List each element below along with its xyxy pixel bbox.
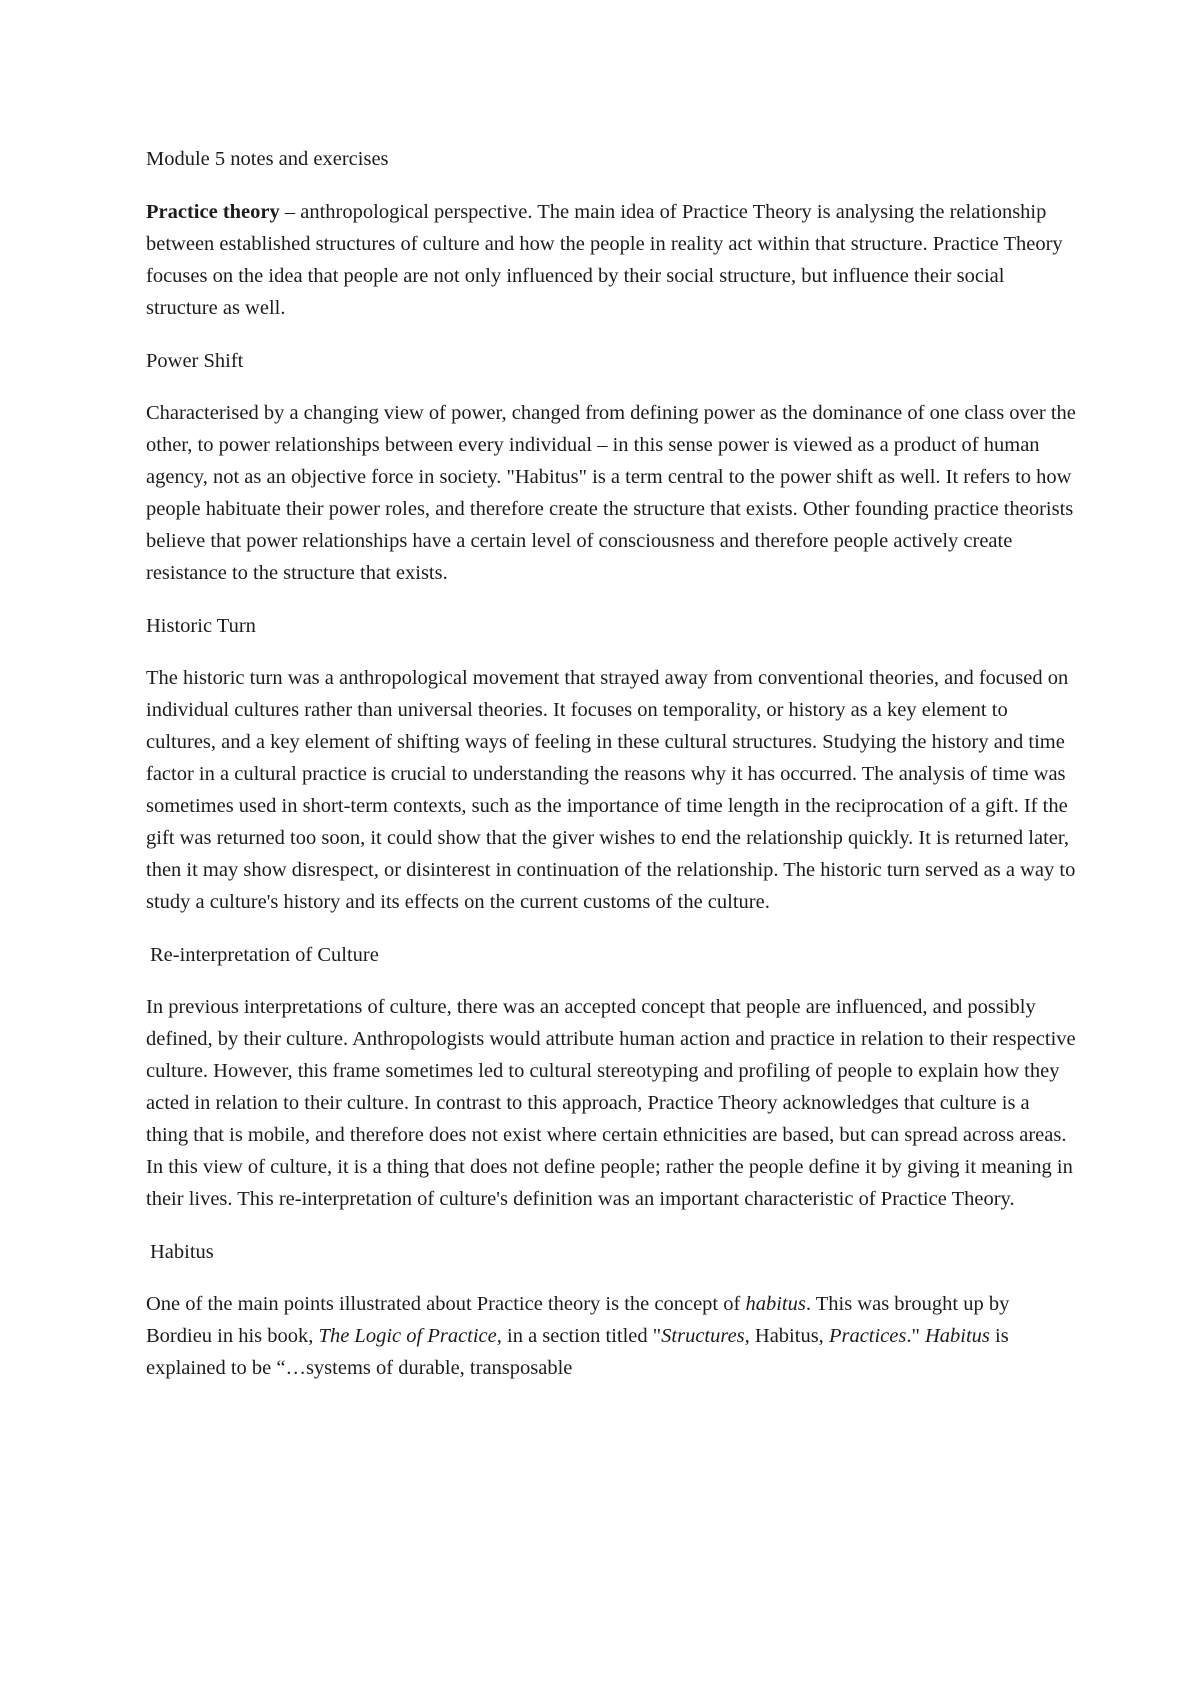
habitus-text-6: is explained to be “…systems of durable, transposable [146, 1325, 1009, 1379]
book-title: The Logic of Practice [318, 1325, 497, 1347]
section-body-power-shift: Characterised by a changing view of power, changed from defining power as the dominance of one class over the other, to power relationships between every individual – in this sense power is viewed as a product of human agency, not as an objective force in society. "Habitus" is a term central to the power shift as well. It refers to how people habituate their power roles, and therefore create the structure that exists. Other founding practice theorists believe that power relationships have a certain level of consciousness and therefore people actively create resistance to the structure that exists. [146, 402, 1076, 584]
section-title-practices: Practices [828, 1325, 907, 1347]
section-heading-habitus: Habitus [150, 1241, 214, 1263]
document-title: Module 5 notes and exercises [146, 148, 389, 170]
habitus-term-2: Habitus [924, 1325, 990, 1347]
intro-term: Practice theory [146, 201, 280, 223]
section-heading-historic-turn: Historic Turn [146, 615, 256, 637]
habitus-text-5: ." [906, 1325, 925, 1347]
habitus-text-1: One of the main points illustrated about Practice theory is the concept of [146, 1293, 746, 1315]
section-body-habitus [146, 1288, 1076, 1384]
habitus-text-3: , in a section titled " [496, 1325, 662, 1347]
section-heading-reinterpretation: Re-interpretation of Culture [150, 944, 379, 966]
section-title-structures: Structures, [661, 1325, 750, 1347]
section-heading-power-shift: Power Shift [146, 350, 244, 372]
habitus-term: habitus [745, 1293, 806, 1315]
document-body [146, 143, 1076, 1384]
intro-text: – anthropological perspective. The main idea of Practice Theory is analysing the relationship between established structures of culture and how the people in reality act within that structure. Practice Theory focuses on the idea that people are not only influenced by their social structure, but influence their social structure as well. [146, 201, 1063, 319]
section-body-reinterpretation: In previous interpretations of culture, there was an accepted concept that people are influenced, and possibly defined, by their culture. Anthropologists would attribute human action and practice in relation to their respective culture. However, this frame sometimes led to cultural stereotyping and profiling of people to explain how they acted in relation to their culture. In contrast to this approach, Practice Theory acknowledges that culture is a thing that is mobile, and therefore does not exist where certain ethnicities are based, but can spread across areas. In this view of culture, it is a thing that does not define people; rather the people define it by giving it meaning in their lives. This re-interpretation of culture's definition was an important characteristic of Practice Theory. [146, 996, 1076, 1210]
section-body-historic-turn: The historic turn was a anthropological movement that strayed away from conventional theories, and focused on individual cultures rather than universal theories. It focuses on temporality, or history as a key element to cultures, and a key element of shifting ways of feeling in these cultural structures. Studying the history and time factor in a cultural practice is crucial to understanding the reasons why it has occurred. The analysis of time was sometimes used in short-term contexts, such as the importance of time length in the reciprocation of a gift. If the gift was returned too soon, it could show that the giver wishes to end the relationship quickly. It is returned later, then it may show disrespect, or disinterest in continuation of the relationship. The historic turn served as a way to study a culture's history and its effects on the current customs of the culture. [146, 667, 1076, 913]
intro-paragraph [146, 196, 1076, 324]
habitus-text-4: Habitus, [749, 1325, 829, 1347]
habitus-text-2: . This was brought up by Bordieu in his book, [146, 1293, 1010, 1347]
